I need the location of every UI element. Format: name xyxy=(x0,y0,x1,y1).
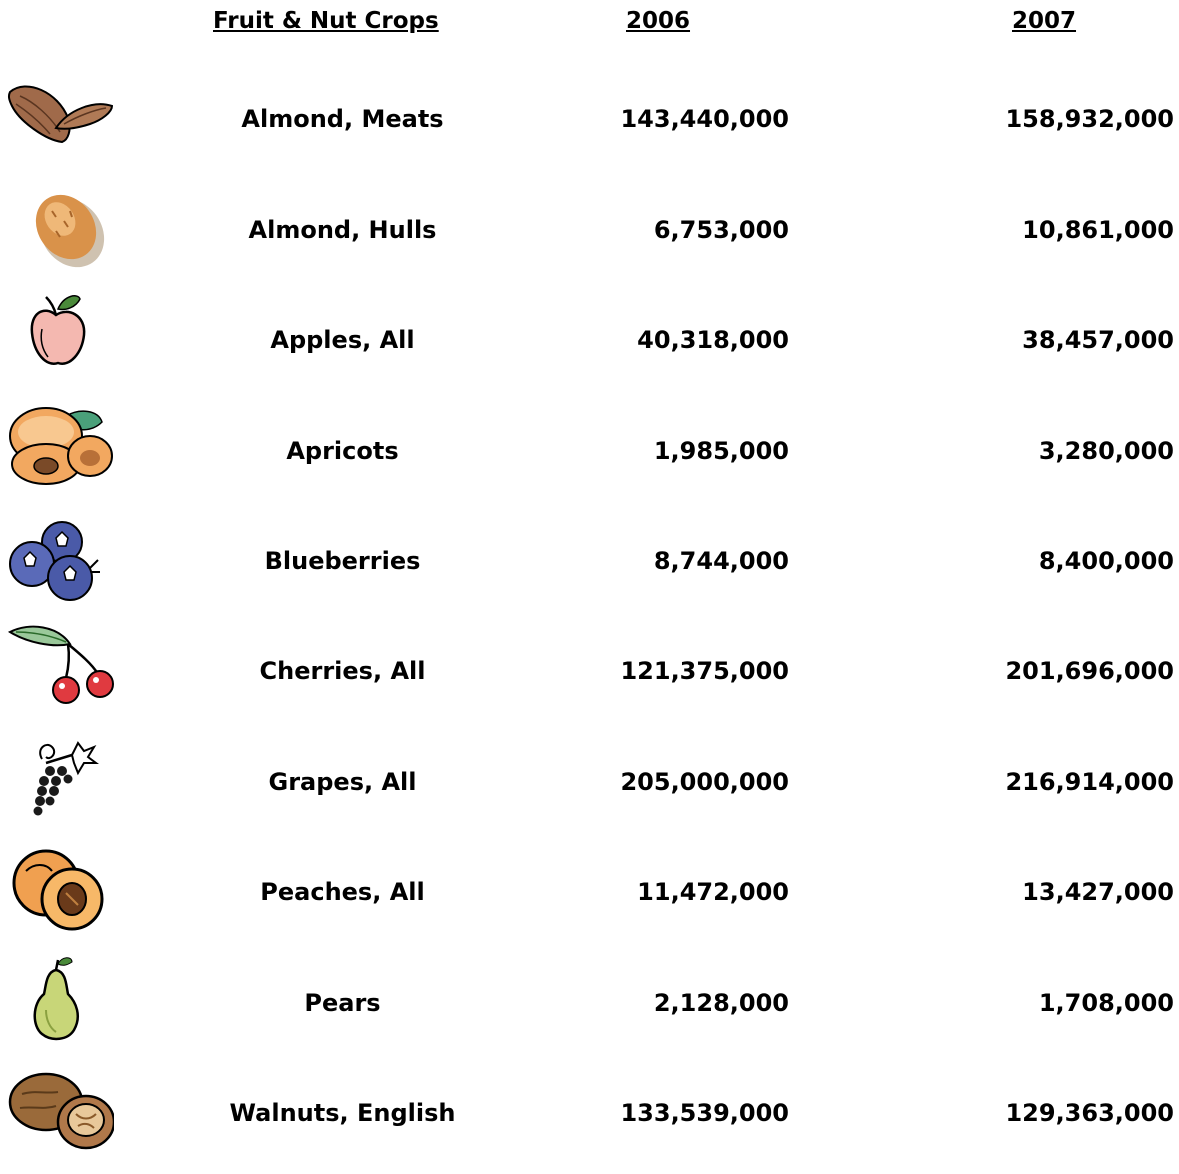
value-2006: 11,472,000 xyxy=(637,878,789,906)
value-2006: 8,744,000 xyxy=(653,547,789,575)
cherries-icon xyxy=(6,622,114,722)
table-row xyxy=(0,733,1179,843)
table-row xyxy=(0,291,1179,401)
value-2007: 3,280,000 xyxy=(1038,437,1174,465)
value-2006: 2,128,000 xyxy=(653,989,789,1017)
column-header-2007: 2007 xyxy=(1012,8,1077,34)
crop-name: Almond, Hulls xyxy=(248,216,437,244)
value-2006: 6,753,000 xyxy=(653,216,789,244)
value-2007: 13,427,000 xyxy=(1022,878,1174,906)
value-2007: 10,861,000 xyxy=(1022,216,1174,244)
almond-meats-icon xyxy=(6,70,114,170)
table-row xyxy=(0,181,1179,291)
value-2006: 143,440,000 xyxy=(620,105,789,133)
table-row xyxy=(0,954,1179,1064)
almond-hull-icon xyxy=(6,181,114,281)
column-header-2006: 2006 xyxy=(626,8,691,34)
apple-icon xyxy=(6,291,114,391)
pear-icon xyxy=(6,954,114,1054)
crop-name: Pears xyxy=(304,989,381,1017)
value-2007: 1,708,000 xyxy=(1038,989,1174,1017)
value-2006: 1,985,000 xyxy=(653,437,789,465)
value-2007: 216,914,000 xyxy=(1005,768,1174,796)
peach-icon xyxy=(6,843,114,943)
value-2006: 121,375,000 xyxy=(620,657,789,685)
table-row xyxy=(0,402,1179,512)
table-row xyxy=(0,843,1179,953)
value-2006: 133,539,000 xyxy=(620,1099,789,1127)
crop-name: Blueberries xyxy=(264,547,421,575)
grapes-icon xyxy=(6,733,114,833)
blueberries-icon xyxy=(6,512,114,612)
table-row xyxy=(0,622,1179,732)
table-row xyxy=(0,512,1179,622)
value-2007: 38,457,000 xyxy=(1022,326,1174,354)
value-2007: 201,696,000 xyxy=(1005,657,1174,685)
crop-name: Apples, All xyxy=(270,326,415,354)
walnut-icon xyxy=(6,1064,114,1164)
crop-name: Cherries, All xyxy=(259,657,426,685)
column-header-crop: Fruit & Nut Crops xyxy=(213,8,439,34)
table-row xyxy=(0,1064,1179,1174)
crop-name: Walnuts, English xyxy=(229,1099,456,1127)
crop-name: Apricots xyxy=(286,437,399,465)
value-2006: 205,000,000 xyxy=(620,768,789,796)
table-row xyxy=(0,70,1179,180)
crop-name: Almond, Meats xyxy=(241,105,444,133)
value-2007: 8,400,000 xyxy=(1038,547,1174,575)
crop-name: Peaches, All xyxy=(260,878,425,906)
apricot-icon xyxy=(6,402,114,502)
value-2006: 40,318,000 xyxy=(637,326,789,354)
crop-name: Grapes, All xyxy=(268,768,417,796)
value-2007: 129,363,000 xyxy=(1005,1099,1174,1127)
value-2007: 158,932,000 xyxy=(1005,105,1174,133)
